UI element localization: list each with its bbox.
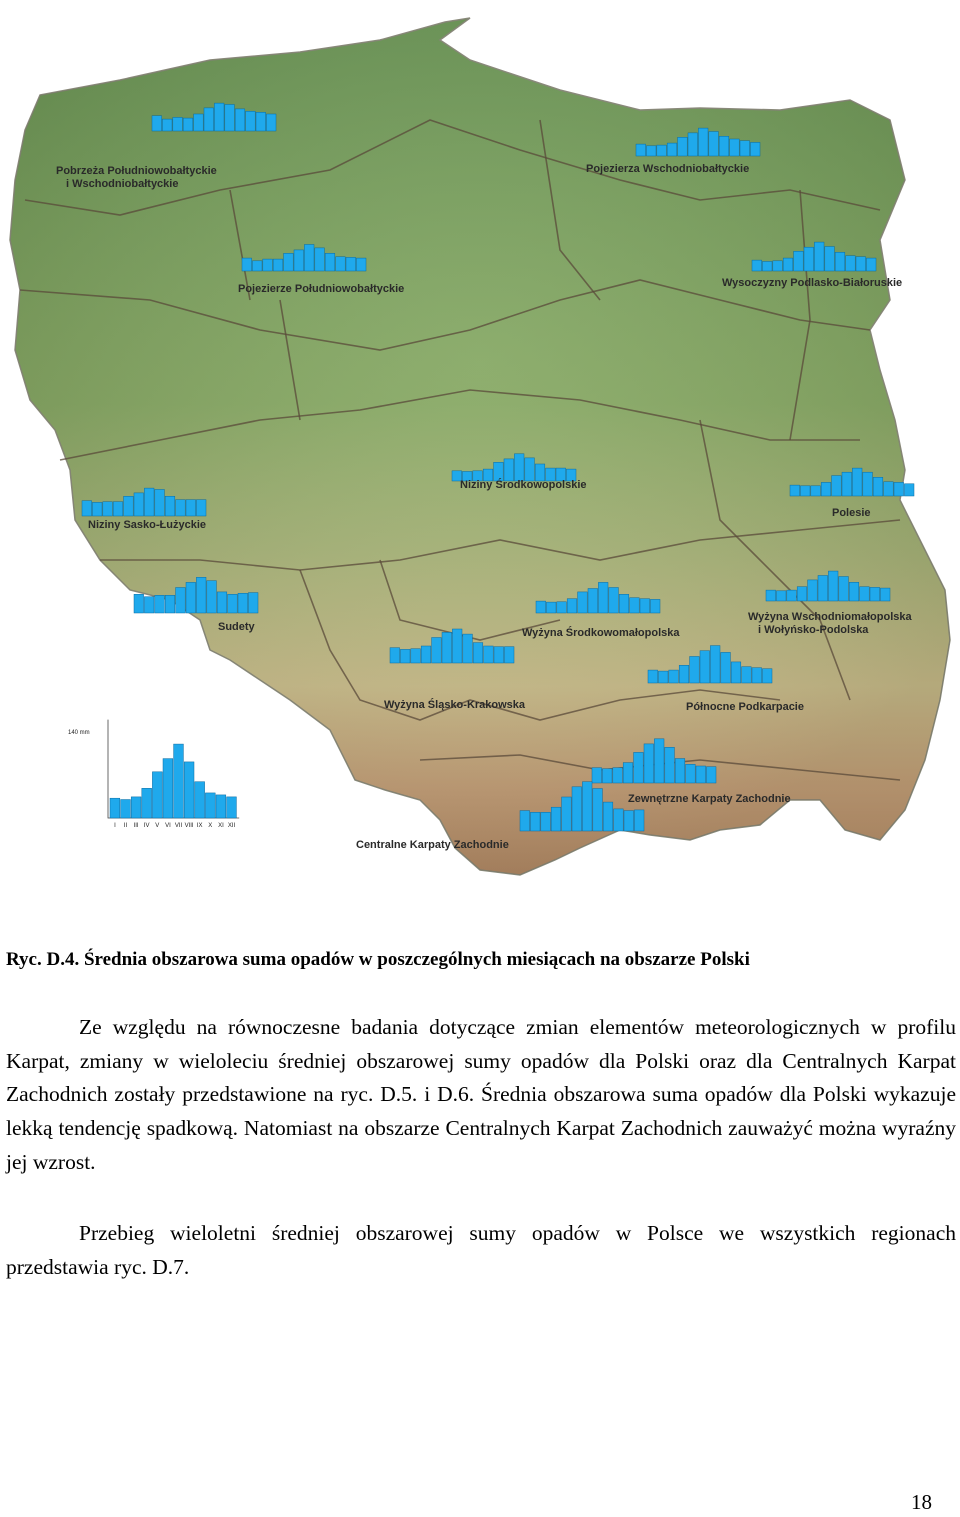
region-label: Centralne Karpaty Zachodnie <box>356 839 509 851</box>
legend-bar <box>227 797 237 818</box>
chart-bar <box>698 128 708 156</box>
legend-bar <box>184 762 194 818</box>
chart-bar <box>884 482 894 496</box>
region-label: Polesie <box>832 507 871 519</box>
chart-bar <box>690 656 700 683</box>
chart-bar <box>113 502 123 516</box>
chart-bar <box>557 602 567 613</box>
chart-bar <box>866 258 876 271</box>
chart-bar <box>582 782 592 831</box>
chart-bar <box>546 602 556 613</box>
chart-bar <box>860 587 870 601</box>
chart-bar <box>654 739 664 783</box>
chart-bar <box>696 766 706 783</box>
chart-bar <box>839 577 849 601</box>
chart-bar <box>390 648 400 663</box>
chart-bar <box>700 651 710 683</box>
chart-bar <box>228 594 238 613</box>
chart-bar <box>766 590 776 601</box>
chart-bar <box>176 500 186 516</box>
chart-bar <box>514 454 524 481</box>
page-number: 18 <box>911 1490 932 1514</box>
chart-bar <box>811 486 821 496</box>
chart-bar <box>870 587 880 601</box>
chart-bar <box>762 669 772 683</box>
chart-bar <box>773 261 783 271</box>
chart-bar <box>103 502 113 516</box>
chart-bar <box>800 486 810 496</box>
chart-bar <box>846 256 856 271</box>
chart-bar <box>134 594 144 613</box>
chart-bar <box>294 250 304 271</box>
legend-month-label: III <box>133 823 139 829</box>
chart-bar <box>196 577 206 613</box>
chart-bar <box>186 582 196 613</box>
chart-bar <box>894 482 904 496</box>
chart-bar <box>783 258 793 271</box>
chart-bar <box>473 643 483 663</box>
chart-bar <box>842 472 852 496</box>
chart-bar <box>825 247 835 271</box>
chart-bar <box>463 634 473 663</box>
chart-bar <box>624 811 634 831</box>
legend-month-label: VIII <box>184 823 194 829</box>
chart-bar <box>804 247 814 271</box>
legend-max-label: 140 mm <box>68 730 90 736</box>
chart-bar <box>686 764 696 783</box>
chart-bar <box>863 472 873 496</box>
chart-bar <box>144 488 154 516</box>
chart-bar <box>252 261 262 271</box>
legend-bar <box>216 795 226 818</box>
chart-bar <box>644 744 654 783</box>
chart-bar <box>752 668 762 683</box>
paragraph-1: Ze względu na równoczesne badania dotyczące zmian elementów meteorologicznych w profilu Karpat, zmiany w wieloleciu średniej obszarowej sumy opadów dla Polski oraz dla Centralnych Karpat Zachodnich zostały przedstawione na ryc. D.5. i D.6. Średnia obszarowa suma opadów dla Polski wykazuje lekką tendencję spadkową. Natomiast na obszarze Centralnych Karpat Zachodnich zauważyć można wyraźny jej wzrost. <box>6 1015 956 1174</box>
chart-bar <box>787 590 797 601</box>
chart-bar <box>82 501 92 516</box>
region-label: Pojezierze Południowobałtyckie <box>238 283 405 295</box>
chart-bar <box>144 597 154 613</box>
region-label: Pojezierza Wschodniobałtyckie <box>586 163 750 175</box>
chart-bar <box>904 484 914 496</box>
legend-bar <box>205 793 215 818</box>
chart-bar <box>808 580 818 601</box>
chart-bar <box>706 767 716 783</box>
chart-bar <box>634 752 644 783</box>
chart-bar <box>165 496 175 516</box>
chart-bar <box>256 112 266 131</box>
chart-bar <box>162 119 172 131</box>
legend-bar <box>152 772 162 818</box>
chart-bar <box>602 769 612 783</box>
chart-bar <box>679 665 689 683</box>
chart-bar <box>688 133 698 156</box>
chart-bar <box>173 117 183 131</box>
legend-month-label: I <box>114 823 116 829</box>
chart-bar <box>325 253 335 271</box>
chart-bar <box>238 593 248 613</box>
chart-bar <box>821 482 831 496</box>
chart-bar <box>525 458 535 481</box>
chart-bar <box>266 114 276 131</box>
chart-bar <box>832 476 842 496</box>
chart-bar <box>619 594 629 613</box>
legend-bar <box>142 788 152 818</box>
chart-bar <box>762 261 772 271</box>
legend-month-label: X <box>208 823 213 829</box>
chart-bar <box>634 810 644 831</box>
chart-bar <box>828 571 838 601</box>
chart-bar <box>520 811 530 831</box>
chart-bar <box>541 812 551 831</box>
chart-bar <box>657 145 667 156</box>
chart-bar <box>794 251 804 271</box>
chart-bar <box>856 257 866 271</box>
chart-bar <box>648 670 658 683</box>
region-label: Wyżyna Wschodniomałopolska i Wołyńsko-Podolska <box>748 611 912 636</box>
chart-bar <box>551 807 561 831</box>
chart-bar <box>246 111 256 131</box>
chart-bar <box>421 646 431 663</box>
chart-bar <box>669 670 679 683</box>
paragraph-2: Przebieg wieloletni średniej obszarowej sumy opadów w Polsce we wszystkich regionach przedstawia ryc. D.7. <box>6 1221 956 1279</box>
chart-bar <box>196 500 206 516</box>
region-label: Zewnętrzne Karpaty Zachodnie <box>628 793 791 805</box>
region-label: Wyżyna Środkowomałopolska <box>522 627 680 639</box>
chart-bar <box>609 588 619 614</box>
chart-bar <box>214 103 224 131</box>
chart-bar <box>752 260 762 271</box>
chart-bar <box>484 646 494 663</box>
chart-bar <box>849 582 859 601</box>
chart-bar <box>731 662 741 683</box>
chart-bar <box>880 588 890 601</box>
chart-bar <box>667 143 677 156</box>
chart-bar <box>740 141 750 156</box>
chart-bar <box>494 647 504 663</box>
chart-bar <box>242 258 252 271</box>
region-label: Pobrzeża Południowobałtyckie i Wschodniobałtyckie <box>56 165 217 190</box>
chart-bar <box>646 146 656 156</box>
chart-bar <box>176 588 186 614</box>
figure-caption: Ryc. D.4. Średnia obszarowa suma opadów w poszczególnych miesiącach na obszarze Polski <box>6 949 750 970</box>
chart-bar <box>665 747 675 783</box>
chart-bar <box>658 671 668 683</box>
chart-bar <box>719 136 729 156</box>
legend-month-label: XI <box>218 823 224 829</box>
chart-bar <box>675 759 685 783</box>
legend-bar <box>121 800 131 818</box>
chart-bar <box>636 144 646 156</box>
chart-bar <box>623 763 633 783</box>
chart-bar <box>614 809 624 831</box>
legend-month-label: II <box>123 823 128 829</box>
chart-legend <box>68 720 239 829</box>
chart-bar <box>710 646 720 683</box>
chart-bar <box>562 797 572 831</box>
chart-bar <box>818 576 828 602</box>
chart-bar <box>592 768 602 783</box>
chart-bar <box>194 114 204 131</box>
region-label: Północne Podkarpacie <box>686 701 804 713</box>
chart-bar <box>504 647 514 663</box>
chart-bar <box>678 137 688 156</box>
legend-bar <box>174 744 184 818</box>
region-label: Niziny Środkowopolskie <box>460 479 587 491</box>
country-shape <box>10 18 950 875</box>
chart-bar <box>603 802 613 831</box>
chart-bar <box>356 258 366 271</box>
chart-bar <box>742 667 752 683</box>
chart-bar <box>183 118 193 131</box>
chart-bar <box>598 582 608 613</box>
chart-bar <box>530 812 540 831</box>
chart-bar <box>336 257 346 271</box>
chart-bar <box>630 598 640 613</box>
chart-bar <box>165 595 175 613</box>
chart-bar <box>613 768 623 783</box>
chart-bar <box>567 599 577 613</box>
chart-bar <box>217 592 227 613</box>
chart-bar <box>134 493 144 516</box>
chart-bar <box>92 502 102 516</box>
chart-bar <box>442 632 452 663</box>
chart-bar <box>578 592 588 613</box>
chart-bar <box>730 139 740 156</box>
chart-bar <box>852 468 862 496</box>
legend-bar <box>110 798 120 818</box>
chart-bar <box>593 789 603 832</box>
chart-bar <box>155 489 165 516</box>
chart-bar <box>721 652 731 683</box>
region-label: Wysoczyzny Podlasko-Białoruskie <box>722 277 903 289</box>
chart-bar <box>504 459 514 481</box>
chart-bar <box>572 787 582 831</box>
chart-bar <box>873 477 883 496</box>
legend-bar <box>131 797 141 818</box>
chart-bar <box>452 629 462 663</box>
chart-bar <box>650 599 660 613</box>
chart-bar <box>536 601 546 613</box>
chart-bar <box>790 485 800 496</box>
legend-bar <box>195 782 205 818</box>
chart-bar <box>152 116 162 131</box>
chart-bar <box>346 257 356 271</box>
legend-month-label: IX <box>196 823 203 829</box>
chart-bar <box>814 242 824 271</box>
chart-bar <box>124 496 134 516</box>
chart-bar <box>588 589 598 613</box>
chart-bar <box>204 108 214 131</box>
chart-bar <box>155 595 165 613</box>
chart-bar <box>273 259 283 271</box>
chart-bar <box>235 109 245 131</box>
chart-bar <box>776 591 786 601</box>
legend-month-label: IV <box>143 823 150 829</box>
chart-bar <box>315 248 325 271</box>
chart-bar <box>432 638 442 664</box>
legend-month-label: V <box>155 823 160 829</box>
chart-bar <box>709 132 719 156</box>
legend-bar <box>163 759 173 818</box>
chart-bar <box>835 252 845 271</box>
region-label: Wyżyna Śląsko-Krakowska <box>384 699 526 711</box>
chart-bar <box>248 593 258 613</box>
region-label: Niziny Sasko-Łużyckie <box>88 519 206 531</box>
chart-bar <box>640 599 650 613</box>
chart-bar <box>284 253 294 271</box>
legend-month-label: XII <box>227 823 236 829</box>
chart-bar <box>411 649 421 663</box>
chart-bar <box>750 142 760 156</box>
chart-bar <box>400 649 410 663</box>
region-label: Sudety <box>218 621 255 633</box>
chart-bar <box>207 581 217 613</box>
chart-bar <box>263 259 273 271</box>
legend-month-label: VI <box>165 823 171 829</box>
chart-bar <box>797 587 807 601</box>
chart-bar <box>186 500 196 516</box>
chart-bar <box>225 104 235 131</box>
chart-bar <box>304 244 314 271</box>
legend-month-label: VII <box>174 823 183 829</box>
